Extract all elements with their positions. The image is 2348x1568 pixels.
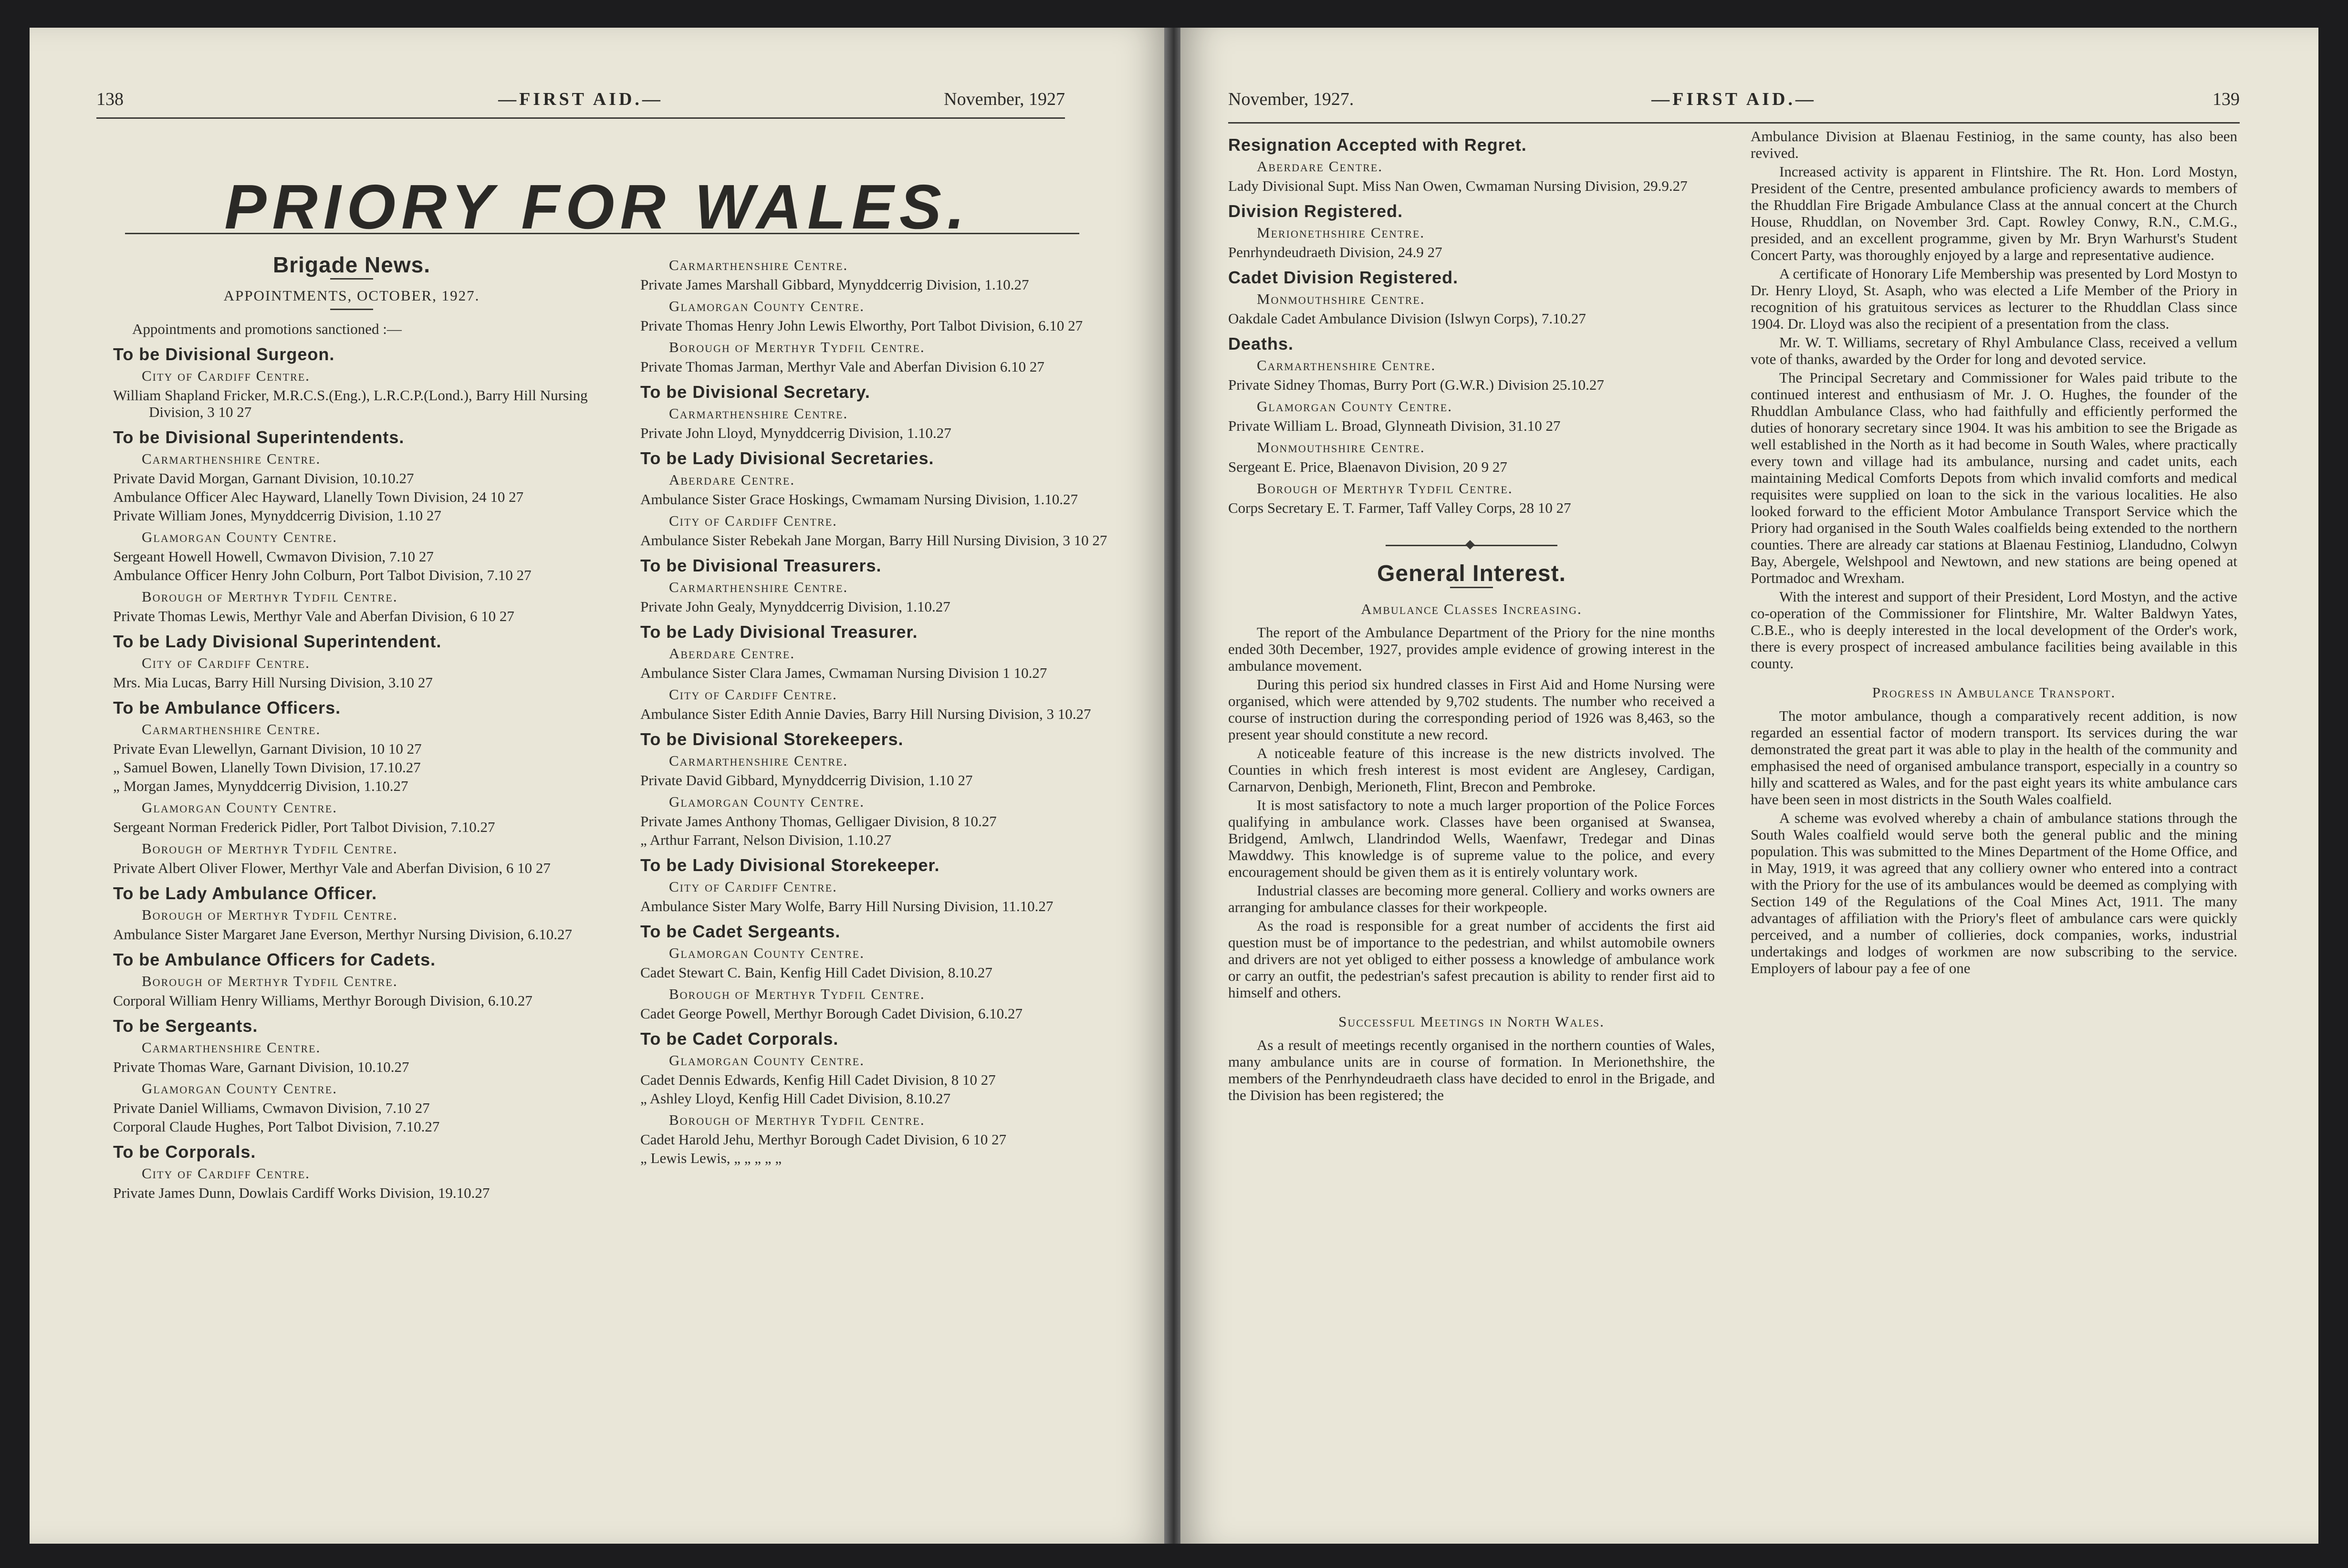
section-heading: To be Divisional Secretary. xyxy=(640,382,870,402)
centre-name: Glamorgan County Centre. xyxy=(669,298,865,314)
centre-name: Borough of Merthyr Tydfil Centre. xyxy=(1257,480,1513,497)
appointment-entry: Ambulance Sister Clara James, Cwmaman Nursing Division 1 10.27 xyxy=(640,665,1047,681)
appointment-entry: Oakdale Cadet Ambulance Division (Islwyn Corps), 7.10.27 xyxy=(1228,310,1586,327)
article-paragraph: The motor ambulance, though a comparatively recent addition, is now regarded an essential factor of modern transport. Its services during the war demonstrated the great part it was able to play in the health of the community and emphasised the need of organised ambulance transport, especially in a country so hilly and scattered as Wales, and for the past eight years its white ambulance cars have been seen in most districts in the South Wales coalfield. xyxy=(1751,707,2237,808)
section-heading: To be Lady Divisional Secretaries. xyxy=(640,448,934,468)
appointment-entry: Private Thomas Ware, Garnant Division, 10.10.27 xyxy=(113,1059,409,1075)
section-heading: To be Lady Divisional Treasurer. xyxy=(640,622,918,642)
section-heading: Deaths. xyxy=(1228,334,1294,353)
appointment-entry: „ Ashley Lloyd, Kenfig Hill Cadet Division, 8.10.27 xyxy=(640,1090,951,1107)
appointment-entry: „ Samuel Bowen, Llanelly Town Division, 17.10.27 xyxy=(113,759,421,776)
centre-name: Glamorgan County Centre. xyxy=(142,1080,337,1097)
centre-name: Carmarthenshire Centre. xyxy=(669,405,848,422)
appointment-entry: Penrhyndeudraeth Division, 24.9 27 xyxy=(1228,244,1442,260)
centre-name: Borough of Merthyr Tydfil Centre. xyxy=(669,1111,925,1128)
article-paragraph: The Principal Secretary and Commissioner for Wales paid tribute to the continued interest and enthusiasm of Mr. J. O. Hughes, the founder of the Rhuddlan Ambulance Class, who had faithfully and efficiently performed the duties of honorary secretary since 1904. It was his ambition to see the Brigade as well established in the North as it had become in South Wales, where practically every town and village had its ambulance, nursing and cadet units, each maintaining Medical Comforts Depots from which invalid comforts and medical requisites were supplied on loan to the sick in the various localities. He also looked forward to the efficient Motor Ambulance Transport Service which the Priory had organised in the South Wales coalfields being extended to the northern counties. There are already car stations at Blaenau Festiniog, Llandudno, Colwyn Bay, Abergele, Welshpool and Newtown, and new stations are being opened at Portmadoc and Wrexham. xyxy=(1751,369,2237,586)
article-paragraph: Mr. W. T. Williams, secretary of Rhyl Ambulance Class, received a vellum vote of thanks, awarded by the Order for long and devoted service. xyxy=(1751,334,2237,367)
appointment-entry: Sergeant Norman Frederick Pidler, Port Talbot Division, 7.10.27 xyxy=(113,819,495,835)
centre-name: Borough of Merthyr Tydfil Centre. xyxy=(669,986,925,1002)
centre-name: City of Cardiff Centre. xyxy=(669,878,837,895)
appointment-entry: Private Thomas Lewis, Merthyr Vale and Aberfan Division, 6 10 27 xyxy=(113,608,514,624)
centre-name: Glamorgan County Centre. xyxy=(669,945,865,961)
appointment-entry: Ambulance Sister Edith Annie Davies, Barry Hill Nursing Division, 3 10.27 xyxy=(640,706,1091,722)
section-heading: To be Sergeants. xyxy=(113,1016,258,1036)
section-heading: To be Ambulance Officers for Cadets. xyxy=(113,950,436,969)
centre-name: Carmarthenshire Centre. xyxy=(669,257,848,273)
article-paragraph: A scheme was evolved whereby a chain of ambulance stations through the South Wales coalfield would serve both the general public and the mining population. This was submitted to the Mines Department of the Home Office, and in May, 1919, it was agreed that any colliery owner who entered into a contract with the Priory for the use of its ambulances would be deemed as complying with Section 149 of the Regulations of the Coal Mines Act, 1911. The many advantages of affiliation with the Priory's fleet of ambulance cars were quickly perceived, and a number of collieries, dock companies, works, industrial undertakings and lodges of workmen are now subscribing to the service. Employers of labour pay a fee of one xyxy=(1751,810,2237,976)
article-subheading: Ambulance Classes Increasing. xyxy=(1361,601,1582,617)
intro-line: Appointments and promotions sanctioned :— xyxy=(132,321,402,337)
appointment-entry: Private John Gealy, Mynyddcerrig Division, 1.10.27 xyxy=(640,598,950,615)
centre-name: Monmouthshire Centre. xyxy=(1257,291,1425,307)
appointment-entry: Private James Anthony Thomas, Gelligaer Division, 8 10.27 xyxy=(640,813,997,830)
centre-name: Aberdare Centre. xyxy=(669,645,795,662)
centre-name: Borough of Merthyr Tydfil Centre. xyxy=(142,840,398,857)
left-column-2 xyxy=(640,252,1137,1168)
centre-name: Carmarthenshire Centre. xyxy=(142,1039,321,1056)
section-heading: To be Divisional Treasurers. xyxy=(640,556,882,575)
appointment-entry: Private James Dunn, Dowlais Cardiff Works Division, 19.10.27 xyxy=(113,1184,490,1201)
brigade-notices xyxy=(1228,136,1715,516)
appointment-entry: Private William L. Broad, Glynneath Division, 31.10 27 xyxy=(1228,417,1561,434)
right-page-number: 139 xyxy=(2212,89,2240,109)
section-heading: To be Divisional Superintendents. xyxy=(113,427,405,447)
centre-name: City of Cardiff Centre. xyxy=(142,1165,310,1182)
centre-name: City of Cardiff Centre. xyxy=(142,367,310,384)
section-ornament xyxy=(1386,545,1557,546)
appointment-entry: Ambulance Sister Rebekah Jane Morgan, Barry Hill Nursing Division, 3 10 27 xyxy=(640,532,1107,549)
section-heading: To be Cadet Corporals. xyxy=(640,1029,839,1049)
right-column-1 xyxy=(1228,128,1715,1105)
appointment-entry: Cadet Harold Jehu, Merthyr Borough Cadet Division, 6 10 27 xyxy=(640,1131,1007,1148)
left-date: November, 1927 xyxy=(944,89,1065,109)
section-heading: To be Cadet Sergeants. xyxy=(640,922,841,941)
section-heading: To be Divisional Storekeepers. xyxy=(640,729,904,749)
appointment-entry: Private David Gibbard, Mynyddcerrig Division, 1.10 27 xyxy=(640,772,973,789)
article-paragraph: As the road is responsible for a great number of accidents the first aid question must be of importance to the pedestrian, and whilst automobile owners and drivers are not yet obliged to either possess a knowledge of ambulance work or carry an outfit, the pedestrian's safest precaution is ability to render first aid to himself and others. xyxy=(1228,917,1715,1001)
appointment-entry: Private Thomas Jarman, Merthyr Vale and Aberfan Division 6.10 27 xyxy=(640,358,1044,375)
centre-name: Glamorgan County Centre. xyxy=(669,1052,865,1069)
article-paragraph: A certificate of Honorary Life Membership was presented by Lord Mostyn to Dr. Henry Lloyd, St. Asaph, who was elected a Life Member of the Priory in recognition of his gratuitous services as lecturer to the Rhuddlan Class since 1904. Dr. Lloyd was also the recipient of a presentation from the class. xyxy=(1751,265,2237,332)
section-heading: To be Corporals. xyxy=(113,1142,256,1162)
section-heading: To be Divisional Surgeon. xyxy=(113,344,335,364)
section-heading: Division Registered. xyxy=(1228,201,1403,221)
centre-name: Borough of Merthyr Tydfil Centre. xyxy=(142,973,398,989)
section-heading: To be Lady Ambulance Officer. xyxy=(113,883,377,903)
centre-name: Merionethshire Centre. xyxy=(1257,224,1425,241)
appointment-entry: Private Evan Llewellyn, Garnant Division, 10 10 27 xyxy=(113,740,422,757)
left-page-number: 138 xyxy=(96,89,124,109)
appointment-entry: Corporal William Henry Williams, Merthyr Borough Division, 6.10.27 xyxy=(113,992,532,1009)
right-running-title: —FIRST AID.— xyxy=(1651,89,1816,109)
centre-name: Carmarthenshire Centre. xyxy=(142,450,321,467)
article-paragraph: As a result of meetings recently organised in the northern counties of Wales, many ambulance units are in course of formation. In Merionethshire, the members of the Penrhyndeudraeth class have decided to enrol in the Brigade, and the Division has been registered; the xyxy=(1228,1037,1715,1103)
article-paragraph: With the interest and support of their President, Lord Mostyn, and the active co-operation of the Commissioner for Flintshire, Mr. Walter Baldwyn Yates, C.B.E., who is deeply interested in the local development of the Order's work, there is every prospect of increased ambulance facilities being available in this county. xyxy=(1751,588,2237,672)
appointments-subheading: APPOINTMENTS, OCTOBER, 1927. xyxy=(223,287,480,304)
appointment-entry: Sergeant E. Price, Blaenavon Division, 20 9 27 xyxy=(1228,458,1507,475)
appointment-entry: „ Lewis Lewis, „ „ „ „ „ xyxy=(640,1150,782,1166)
general-interest-heading: General Interest. xyxy=(1377,561,1566,586)
appointment-entry: Mrs. Mia Lucas, Barry Hill Nursing Division, 3.10 27 xyxy=(113,674,433,691)
divider xyxy=(330,309,373,310)
centre-name: Aberdare Centre. xyxy=(1257,158,1383,175)
article-subheading: Successful Meetings in North Wales. xyxy=(1338,1013,1605,1030)
centre-name: Glamorgan County Centre. xyxy=(142,799,337,816)
appointment-entry: Private John Lloyd, Mynyddcerrig Division, 1.10.27 xyxy=(640,425,951,441)
article-paragraph: Ambulance Division at Blaenau Festiniog, in the same county, has also been revived. xyxy=(1751,128,2237,161)
centre-name: Carmarthenshire Centre. xyxy=(1257,357,1436,374)
article-paragraph: Increased activity is apparent in Flintshire. The Rt. Hon. Lord Mostyn, President of the Centre, presented ambulance proficiency awards to members of the Rhuddlan Fire Brigade Ambulance Class at the annual concert at the Church House, Rhuddlan, on November 3rd. Capt. Rowley Conwy, R.N., C.M.G., presided, and an excellent programme, given by Mr. Bryn Warhurst's Student Concert Party, was thoroughly enjoyed by a large and representative audience. xyxy=(1751,163,2237,263)
general-interest-article-continued xyxy=(1751,128,2237,976)
article-paragraph: Industrial classes are becoming more general. Colliery and works owners are arranging for ambulance classes for their workpeople. xyxy=(1228,882,1715,915)
article-subheading: Progress in Ambulance Transport. xyxy=(1872,684,2116,701)
appointment-entry: Corporal Claude Hughes, Port Talbot Division, 7.10.27 xyxy=(113,1118,440,1135)
appointment-entry: „ Arthur Farrant, Nelson Division, 1.10.27 xyxy=(640,831,892,848)
right-date: November, 1927. xyxy=(1228,89,1354,109)
appointment-entry: Private William Jones, Mynyddcerrig Division, 1.10 27 xyxy=(113,507,441,524)
appointment-entry: Cadet Stewart C. Bain, Kenfig Hill Cadet Division, 8.10.27 xyxy=(640,964,992,981)
appointment-entry: Ambulance Sister Grace Hoskings, Cwmamam Nursing Division, 1.10.27 xyxy=(640,491,1078,508)
appointment-entry: „ Morgan James, Mynyddcerrig Division, 1.10.27 xyxy=(113,778,408,794)
divider xyxy=(1450,587,1493,588)
left-column-1 xyxy=(113,252,590,1203)
left-running-title: —FIRST AID.— xyxy=(498,89,663,109)
article-paragraph: A noticeable feature of this increase is the new districts involved. The Counties in which fresh interest is most evident are Anglesey, Cardigan, Carnarvon, Denbigh, Merioneth, Flint, Brecon and Pembroke. xyxy=(1228,745,1715,795)
appointment-entry: Cadet Dennis Edwards, Kenfig Hill Cadet Division, 8 10 27 xyxy=(640,1071,996,1088)
article-paragraph: It is most satisfactory to note a much larger proportion of the Police Forces qualifying in ambulance work. Classes have been organised at Swansea, Bridgend, Amlwch, Llandrindod Wells, Waenfawr, Tredegar and Dinas Mawddwy. This knowledge is of supreme value to the police, and every encouragement should be given them as it is entirely voluntary work. xyxy=(1228,797,1715,880)
header-rule xyxy=(1228,122,2240,124)
centre-name: Carmarthenshire Centre. xyxy=(669,752,848,769)
right-page xyxy=(1180,28,2318,1544)
appointment-entry: Lady Divisional Supt. Miss Nan Owen, Cwmaman Nursing Division, 29.9.27 xyxy=(1228,177,1688,194)
brigade-news-heading: Brigade News. xyxy=(273,252,430,277)
right-column-2 xyxy=(1751,128,2237,978)
article-paragraph: During this period six hundred classes in First Aid and Home Nursing were organised, which were attended by 9,702 students. The number who received a course of instruction during the corresponding period of 1926 was 8,463, so the present year should constitute a new record. xyxy=(1228,676,1715,743)
centre-name: Carmarthenshire Centre. xyxy=(669,579,848,595)
appointments-list-1 xyxy=(113,346,590,1201)
centre-name: City of Cardiff Centre. xyxy=(669,512,837,529)
appointment-entry: Ambulance Sister Mary Wolfe, Barry Hill Nursing Division, 11.10.27 xyxy=(640,898,1054,914)
appointments-list-2 xyxy=(640,257,1137,1166)
centre-name: Monmouthshire Centre. xyxy=(1257,439,1425,456)
article-paragraph: The report of the Ambulance Department of the Priory for the nine months ended 30th December, 1927, provides ample evidence of growing interest in the ambulance movement. xyxy=(1228,624,1715,674)
right-running-header xyxy=(1228,89,2240,122)
centre-name: Glamorgan County Centre. xyxy=(1257,398,1452,415)
centre-name: Glamorgan County Centre. xyxy=(669,793,865,810)
appointment-entry: Private Albert Oliver Flower, Merthyr Vale and Aberfan Division, 6 10 27 xyxy=(113,860,551,876)
appointment-entry: Private Thomas Henry John Lewis Elworthy, Port Talbot Division, 6.10 27 xyxy=(640,317,1083,334)
left-page xyxy=(30,28,1168,1544)
header-rule xyxy=(96,117,1065,119)
appointment-entry: Private David Morgan, Garnant Division, 10.10.27 xyxy=(113,470,414,487)
section-heading: To be Lady Divisional Superintendent. xyxy=(113,632,442,651)
appointment-entry: William Shapland Fricker, M.R.C.S.(Eng.), L.R.C.P.(Lond.), Barry Hill Nursing Division, 3 10 27 xyxy=(113,387,588,420)
section-heading: Resignation Accepted with Regret. xyxy=(1228,135,1527,155)
appointment-entry: Private Sidney Thomas, Burry Port (G.W.R.) Division 25.10.27 xyxy=(1228,376,1604,393)
divider xyxy=(330,278,373,280)
page-title: PRIORY FOR WALES. xyxy=(224,172,971,242)
centre-name: City of Cardiff Centre. xyxy=(669,686,837,703)
centre-name: Carmarthenshire Centre. xyxy=(142,721,321,737)
centre-name: Borough of Merthyr Tydfil Centre. xyxy=(142,906,398,923)
appointment-entry: Cadet George Powell, Merthyr Borough Cadet Division, 6.10.27 xyxy=(640,1005,1023,1022)
section-heading: To be Lady Divisional Storekeeper. xyxy=(640,855,940,875)
centre-name: Borough of Merthyr Tydfil Centre. xyxy=(669,339,925,355)
centre-name: Aberdare Centre. xyxy=(669,471,795,488)
section-heading: To be Ambulance Officers. xyxy=(113,698,341,717)
appointment-entry: Corps Secretary E. T. Farmer, Taff Valley Corps, 28 10 27 xyxy=(1228,499,1571,516)
appointment-entry: Ambulance Officer Henry John Colburn, Port Talbot Division, 7.10 27 xyxy=(113,567,532,583)
appointment-entry: Private Daniel Williams, Cwmavon Division, 7.10 27 xyxy=(113,1100,430,1116)
title-rule xyxy=(125,233,1079,234)
appointment-entry: Private James Marshall Gibbard, Mynyddcerrig Division, 1.10.27 xyxy=(640,276,1029,293)
centre-name: City of Cardiff Centre. xyxy=(142,654,310,671)
section-heading: Cadet Division Registered. xyxy=(1228,268,1459,287)
appointment-entry: Sergeant Howell Howell, Cwmavon Division, 7.10 27 xyxy=(113,548,434,565)
general-interest-article xyxy=(1228,601,1715,1103)
appointment-entry: Ambulance Sister Margaret Jane Everson, Merthyr Nursing Division, 6.10.27 xyxy=(113,926,572,943)
centre-name: Borough of Merthyr Tydfil Centre. xyxy=(142,588,398,605)
appointment-entry: Ambulance Officer Alec Hayward, Llanelly Town Division, 24 10 27 xyxy=(113,488,524,505)
centre-name: Glamorgan County Centre. xyxy=(142,529,337,545)
